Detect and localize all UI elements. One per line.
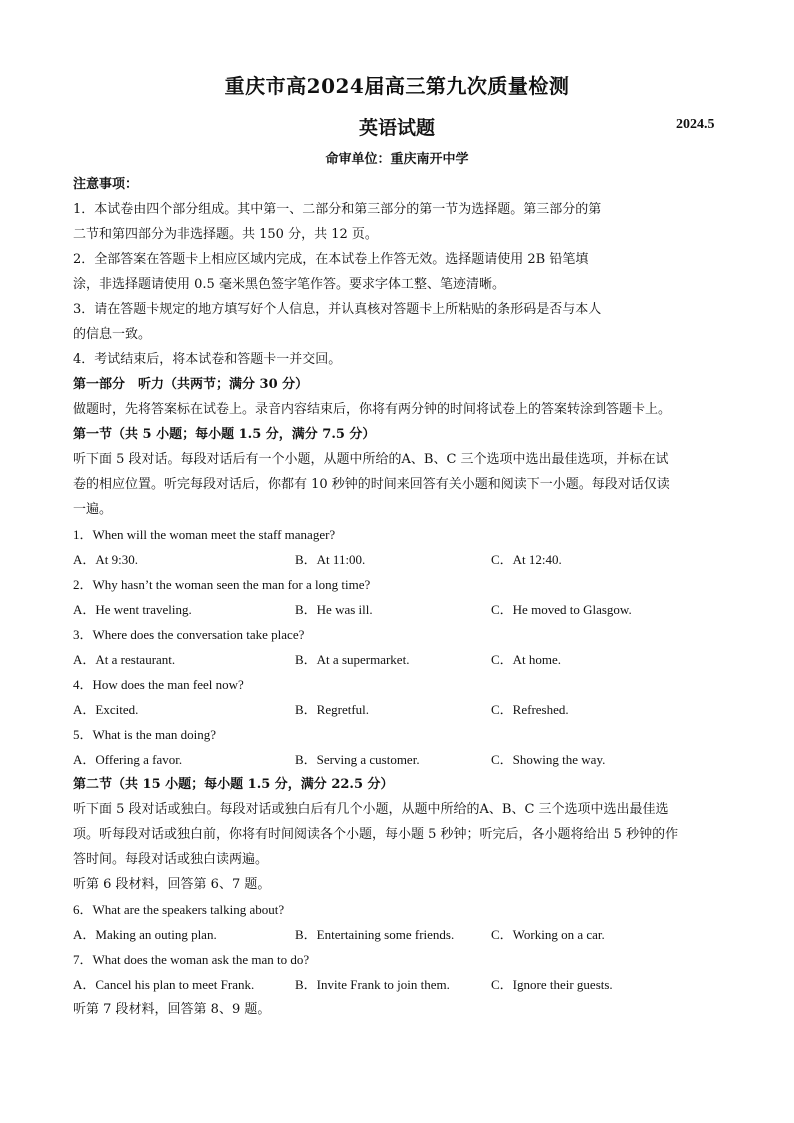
question-6: 6．What are the speakers talking about?: [73, 902, 285, 917]
section1-instruction: 听下面 5 段对话。每段对话后有一个小题，从题中所给的A、B、C 三个选项中选出最佳选项，并标在试: [73, 452, 669, 467]
notice-line: 2．全部答案在答题卡上相应区域内完成，在本试卷上作答无效。选择题请使用 2B 铅笔填: [73, 252, 589, 267]
option-a: A．At 9:30.: [73, 552, 139, 567]
part1-heading: 第一部分 听力（共两节；满分 30 分）: [73, 377, 309, 392]
option-a: A．Excited.: [73, 702, 139, 717]
option-a: A．At a restaurant.: [73, 652, 176, 667]
option-a: A．Offering a favor.: [73, 752, 183, 767]
option-c: C．Showing the way.: [491, 752, 606, 767]
option-a: A．Making an outing plan.: [73, 927, 217, 942]
section1-instruction: 一遍。: [73, 502, 113, 517]
section2-heading: 第二节（共 15 小题；每小题 1.5 分，满分 22.5 分）: [73, 777, 394, 792]
exam-title: 重庆市高2024届高三第九次质量检测: [224, 74, 570, 98]
notice-line: 1．本试卷由四个部分组成。其中第一、二部分和第三部分的第一节为选择题。第三部分的第: [73, 202, 602, 217]
option-c: C．Ignore their guests.: [491, 977, 613, 992]
option-b: B．At 11:00.: [295, 552, 366, 567]
options-7: [73, 972, 725, 997]
option-b: B．At a supermarket.: [295, 652, 410, 667]
notice-heading: 注意事项：: [73, 177, 139, 192]
section2-instruction: 项。听每段对话或独白前，你将有时间阅读各个小题，每小题 5 秒钟；听完后，各小题将给出 5 秒钟的作: [73, 827, 679, 842]
option-b: B．Entertaining some friends.: [295, 927, 455, 942]
options-5: [73, 747, 725, 772]
options-6: [73, 922, 725, 947]
option-c: C．Refreshed.: [491, 702, 569, 717]
subject-title: 英语试题: [358, 117, 435, 139]
exam-content: [73, 172, 725, 1022]
option-c: C．At 12:40.: [491, 552, 562, 567]
options-1: [73, 547, 725, 572]
material-6-note: 听第 6 段材料，回答第 6、7 题。: [73, 877, 271, 892]
option-c: C．Working on a car.: [491, 927, 605, 942]
options-4: [73, 697, 725, 722]
section2-instruction: 听下面 5 段对话或独白。每段对话或独白后有几个小题，从题中所给的A、B、C 三个选项中选出最佳选: [73, 802, 669, 817]
section1-heading: 第一节（共 5 小题；每小题 1.5 分，满分 7.5 分）: [73, 427, 376, 442]
section2-instruction: 答时间。每段对话或独白读两遍。: [73, 852, 269, 867]
option-a: A．He went traveling.: [73, 602, 192, 617]
option-b: B．He was ill.: [295, 602, 373, 617]
issuing-unit: 命审单位：重庆南开中学: [325, 152, 469, 167]
notice-line: 涂，非选择题请使用 0.5 毫米黑色签字笔作答。要求字体工整、笔迹清晰。: [73, 277, 505, 292]
question-3: 3．Where does the conversation take place?: [73, 627, 305, 642]
option-b: B．Serving a customer.: [295, 752, 420, 767]
notice-line: 的信息一致。: [73, 327, 152, 342]
question-7: 7．What does the woman ask the man to do?: [73, 952, 310, 967]
exam-date: 2024.5: [676, 117, 715, 132]
notice-line: 4．考试结束后，将本试卷和答题卡一并交回。: [73, 352, 342, 367]
question-2: 2．Why hasn’t the woman seen the man for a long time?: [73, 577, 371, 592]
option-c: C．At home.: [491, 652, 562, 667]
material-7-note: 听第 7 段材料，回答第 8、9 题。: [73, 1002, 271, 1017]
option-a: A．Cancel his plan to meet Frank.: [73, 977, 255, 992]
part1-intro: 做题时，先将答案标在试卷上。录音内容结束后，你将有两分钟的时间将试卷上的答案转涂到答题卡上。: [73, 402, 672, 417]
option-b: B．Invite Frank to join them.: [295, 977, 450, 992]
question-5: 5．What is the man doing?: [73, 727, 216, 742]
notice-line: 二节和第四部分为非选择题。共 150 分，共 12 页。: [73, 227, 378, 242]
options-2: [73, 597, 725, 622]
section1-instruction: 卷的相应位置。听完每段对话后，你都有 10 秒钟的时间来回答有关小题和阅读下一小题。每段对话仅读: [73, 477, 670, 492]
notice-line: 3．请在答题卡规定的地方填写好个人信息，并认真核对答题卡上所粘贴的条形码是否与本人: [73, 302, 602, 317]
options-3: [73, 647, 725, 672]
option-b: B．Regretful.: [295, 702, 370, 717]
question-4: 4．How does the man feel now?: [73, 677, 244, 692]
option-c: C．He moved to Glasgow.: [491, 602, 632, 617]
question-1: 1．When will the woman meet the staff manager?: [73, 527, 336, 542]
